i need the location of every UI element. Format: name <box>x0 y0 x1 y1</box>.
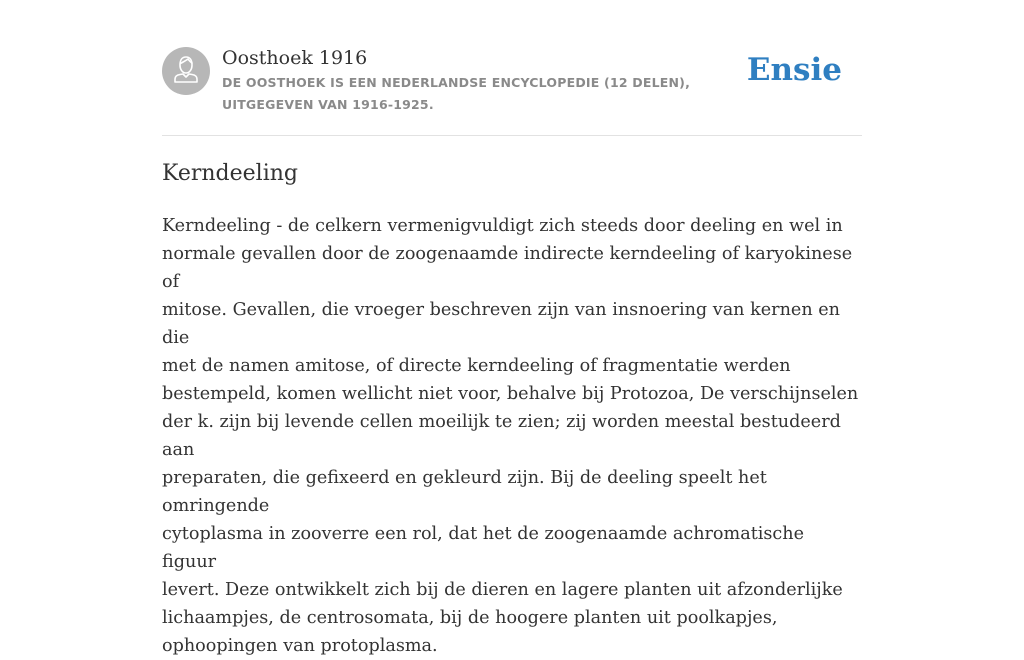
entry-body-line: mitose. Gevallen, die vroeger beschreven zijn van insnoering van kernen en die <box>162 300 841 348</box>
user-placeholder-icon[interactable] <box>162 47 210 95</box>
entry-body-line: normale gevallen door de zoogenaamde indirecte kerndeeling of karyokinese of <box>162 244 853 292</box>
ensie-logo[interactable]: Ensie <box>746 52 842 88</box>
entry-body-line: bestempeld, komen wellicht niet voor, behalve bij Protozoa, De verschijnselen <box>162 384 859 404</box>
entry-body-line: met de namen amitose, of directe kerndeeling of fragmentatie werden <box>162 356 791 376</box>
entry-body-line: der k. zijn bij levende cellen moeilijk te zien; zij worden meestal bestudeerd aan <box>162 412 841 460</box>
source-name[interactable]: Oosthoek 1916 <box>222 47 368 69</box>
entry-body-line: Kerndeeling - de celkern vermenigvuldigt zich steeds door deeling en wel in <box>162 216 843 236</box>
entry-title: Kerndeeling <box>162 161 298 186</box>
header-divider <box>162 135 862 136</box>
entry-body-line: ophoopingen van protoplasma. <box>162 636 438 656</box>
entry-body-line: levert. Deze ontwikkelt zich bij de dieren en lagere planten uit afzonderlijke <box>162 580 843 600</box>
source-header <box>162 46 862 116</box>
entry-body-line: cytoplasma in zooverre een rol, dat het de zoogenaamde achromatische figuur <box>162 524 805 572</box>
entry-body-line: preparaten, die gefixeerd en gekleurd zijn. Bij de deeling speelt het omringende <box>162 468 767 516</box>
entry-body-line: lichaampjes, de centrosomata, bij de hoogere planten uit poolkapjes, <box>162 608 778 628</box>
entry-body <box>162 212 862 660</box>
source-description: DE OOSTHOEK IS EEN NEDERLANDSE ENCYCLOPEDIE (12 DELEN), UITGEGEVEN VAN 1916-1925. <box>222 75 691 112</box>
